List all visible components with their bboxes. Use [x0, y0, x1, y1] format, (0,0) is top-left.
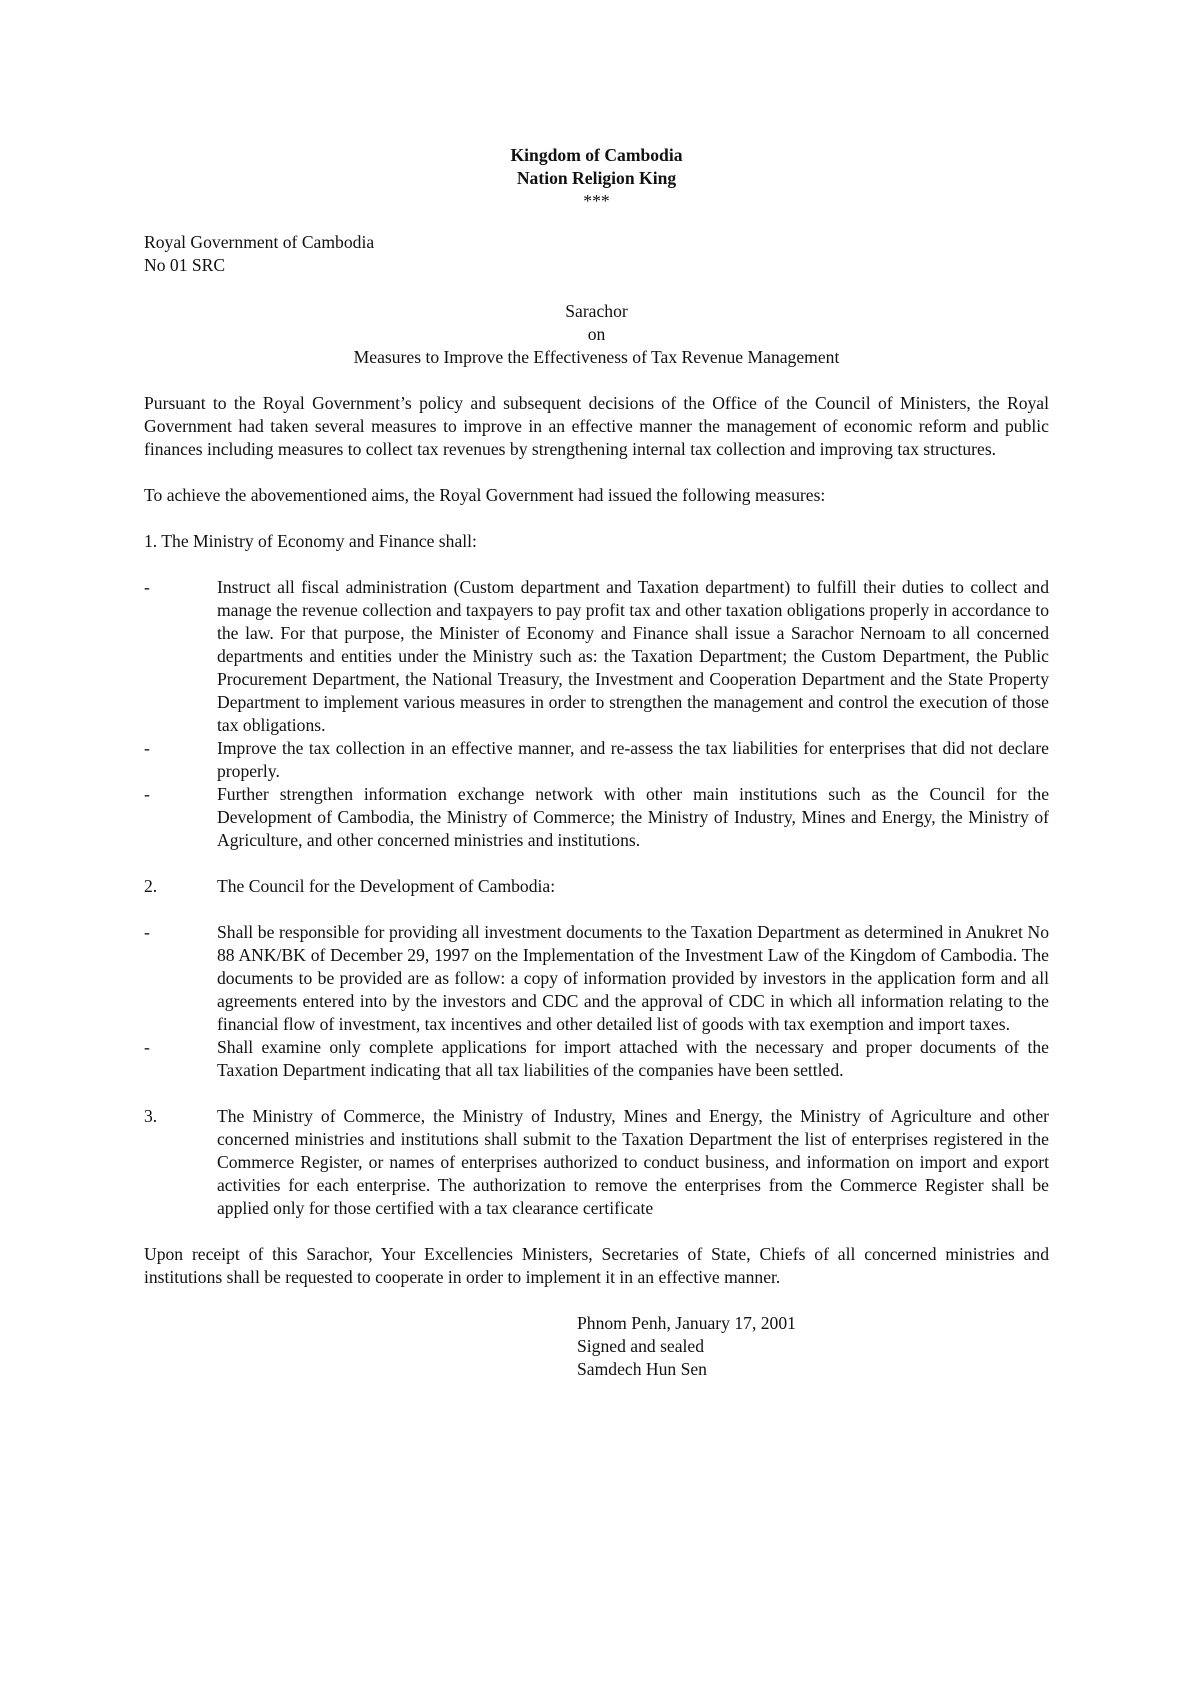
list-item — [144, 576, 1049, 737]
list-item-text: Shall examine only complete applications for import attached with the necessary and proper documents of the Taxation Department indicating that all tax liabilities of the companies have been settled. — [217, 1037, 1049, 1080]
aims-paragraph: To achieve the abovementioned aims, the Royal Government had issued the following measures: — [144, 485, 826, 505]
list-item-text: Shall be responsible for providing all investment documents to the Taxation Department as determined in Anukret No 88 ANK/BK of December 29, 1997 on the Implementation of the Investment Law of the Kingdom of Cambodia. The documents to be provided are as follow: a copy of information provided by investors in the application form and all agreements entered into by the investors and CDC and the approval of CDC in which all information relating to the financial flow of investment, tax incentives and other detailed list of goods with tax exemption and import taxes. — [217, 922, 1049, 1034]
section-2-heading — [144, 875, 1049, 898]
title-on: on — [587, 324, 606, 344]
section-3-number: 3. — [144, 1106, 158, 1126]
document-number: No 01 SRC — [144, 255, 226, 275]
section-2-list — [144, 921, 1049, 1082]
section-1-list — [144, 576, 1049, 852]
section-3-text: The Ministry of Commerce, the Ministry of Industry, Mines and Energy, the Ministry of Agriculture and other concerned ministries and institutions shall submit to the Taxation Department the list of enterprises registered in the Commerce Register, or names of enterprises authorized to conduct business, and information on import and export activities for each enterprise. The authorization to remove the enterprises from the Commerce Register shall be applied only for those certified with a tax clearance certificate — [217, 1106, 1049, 1218]
section-1-heading: 1. The Ministry of Economy and Finance shall: — [144, 531, 477, 551]
place-date: Phnom Penh, January 17, 2001 — [577, 1313, 796, 1333]
intro-paragraph: Pursuant to the Royal Government’s policy and subsequent decisions of the Office of the Council of Ministers, the Royal Government had taken several measures to improve in an effective manner the management of economic reform and public finances including measures to collect tax revenues by strengthening internal tax collection and improving tax structures. — [144, 393, 1049, 459]
bullet-marker: - — [144, 922, 150, 942]
list-item-text: Improve the tax collection in an effective manner, and re-assess the tax liabilities for enterprises that did not declare properly. — [217, 738, 1049, 781]
list-item-text: Further strengthen information exchange network with other main institutions such as the Council for the Development of Cambodia, the Ministry of Commerce; the Ministry of Industry, Mines and Energy, the Ministry of Agriculture, and other concerned ministries and institutions. — [217, 784, 1049, 850]
title-sarachor: Sarachor — [565, 301, 628, 321]
signatory-name: Samdech Hun Sen — [577, 1359, 707, 1379]
bullet-marker: - — [144, 577, 150, 597]
bullet-marker: - — [144, 784, 150, 804]
list-item-text: Instruct all fiscal administration (Custom department and Taxation department) to fulfill their duties to collect and manage the revenue collection and taxpayers to pay profit tax and other taxation obligations properly in accordance to the law. For that purpose, the Minister of Economy and Finance shall issue a Sarachor Nernoam to all concerned departments and entities under the Ministry such as: the Taxation Department; the Custom Department, the Public Procurement Department, the National Treasury, the Investment and Cooperation Department and the State Property Department to implement various measures in order to strengthen the management and control the execution of those tax obligations. — [217, 577, 1049, 735]
issuer-block — [144, 231, 1049, 277]
document-title — [144, 300, 1049, 369]
document-body — [144, 144, 1049, 1381]
title-subject: Measures to Improve the Effectiveness of Tax Revenue Management — [353, 347, 840, 367]
signed-status: Signed and sealed — [577, 1336, 705, 1356]
bullet-marker: - — [144, 1037, 150, 1057]
section-2-number: 2. — [144, 876, 158, 896]
closing-paragraph: Upon receipt of this Sarachor, Your Excellencies Ministers, Secretaries of State, Chiefs of all concerned ministries and institutions shall be requested to cooperate in order to implement it in an effective manner. — [144, 1244, 1049, 1287]
issuer-name: Royal Government of Cambodia — [144, 232, 375, 252]
header-kingdom: Kingdom of Cambodia — [510, 145, 683, 165]
list-item — [144, 783, 1049, 852]
list-item — [144, 737, 1049, 783]
header-motto: Nation Religion King — [516, 168, 677, 188]
list-item — [144, 921, 1049, 1036]
section-2-title: The Council for the Development of Cambodia: — [217, 876, 556, 896]
bullet-marker: - — [144, 738, 150, 758]
list-item — [144, 1036, 1049, 1082]
section-3 — [144, 1105, 1049, 1220]
national-header — [144, 144, 1049, 213]
header-stars: *** — [583, 191, 610, 211]
signature-block — [577, 1312, 1049, 1381]
